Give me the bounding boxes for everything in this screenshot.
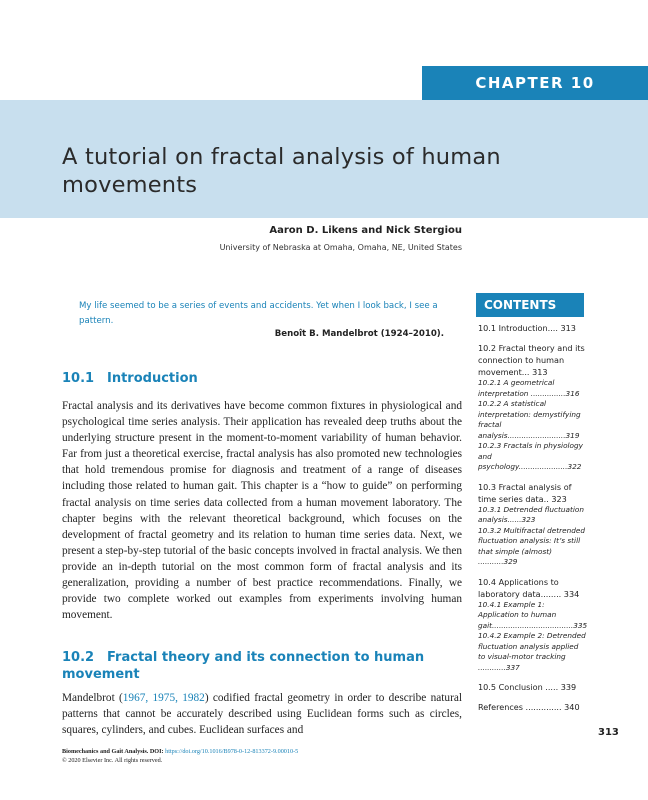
epigraph-text: My life seemed to be a series of events and accidents. Yet when I look back, I see a pattern. [79, 301, 438, 326]
toc-subentry-label: 10.4.2 Example 2: Detrended fluctuation analysis applied to visual-motor tracking ............ [478, 631, 586, 672]
toc-entry-page: 313 [529, 367, 548, 377]
footer-doi-link[interactable]: https://doi.org/10.1016/B978-0-12-813372-9.00010-5 [165, 748, 299, 755]
page-number: 313 [598, 727, 619, 738]
introduction-paragraph: Fractal analysis and its derivatives have become common fixtures in physiological and psychological time series analysis. Their application has revealed deep truths about the underlying structure present in the moment-to-moment variability of human behavior. Far from just a theoretical exercise, fractal analysis has also promoted new technologies that hold tremendous promise for diagnosis and treatment of a range of diseases including those related to human gait. This chapter is a “how to guide” on performing fractal analysis on time series data collected from a human movement laboratory. The chapter begins with the relevant theoretical background, which focuses on the development of fractal geometry and its relation to human time series data. Next, we present a step-by-step tutorial of the basic concepts involved in fractal analysis. We then provide an in-depth tutorial on the most common form of fractal analysis and its generalization, providing a number of best practice recommendations. Finally, we provide two complete worked out examples from experiments involving human movement. [62, 400, 462, 622]
toc-entry-label: 10.3 Fractal analysis of time series data.. [478, 481, 572, 504]
body-text-rest: ) codified fractal geometry in order to describe natural patterns that cannot be accurately described using Euclidean forms such as circles, squares, cylinders, and cubes. Euclidean surfaces and [62, 692, 462, 737]
footer [62, 747, 298, 765]
toc-subentry[interactable] [478, 378, 586, 399]
toc-entry[interactable] [478, 681, 586, 693]
body-text-start: Mandelbrot ( [62, 692, 123, 704]
toc-spacer [478, 673, 586, 681]
toc-subentry-page: 329 [503, 557, 518, 566]
section-title: Introduction [107, 371, 198, 386]
toc-entry[interactable] [478, 576, 586, 600]
toc-spacer [478, 693, 586, 701]
authors: Aaron D. Likens and Nick Stergiou [269, 225, 462, 236]
toc-subentry-label: 10.3.2 Multifractal detrended fluctuation analysis: It’s still that simple (almost) ........... [478, 525, 585, 566]
chapter-label: CHAPTER 10 [422, 66, 648, 100]
toc-entry[interactable] [478, 701, 586, 713]
section-title: Fractal theory and its connection to human movement [62, 650, 425, 682]
toc-subentry-label: 10.2.2 A statistical interpretation: demystifying fractal analysis......................... [478, 399, 581, 440]
toc-subentry[interactable] [478, 526, 586, 568]
toc-entry-label: References .............. [478, 702, 562, 712]
toc-subentry-page: 323 [521, 515, 536, 524]
footer-copyright: © 2020 Elsevier Inc. All rights reserved. [62, 757, 163, 764]
fractal-theory-body [62, 690, 462, 738]
toc-entry-page: 339 [558, 682, 577, 692]
section-number: 10.2 [62, 650, 95, 665]
epigraph-author: Benoît B. Mandelbrot (1924–2010). [274, 329, 444, 339]
toc-spacer [478, 568, 586, 576]
fractal-theory-paragraph [62, 690, 462, 738]
toc-subentry[interactable] [478, 631, 586, 673]
toc-subentry-label: 10.3.1 Detrended fluctuation analysis...... [478, 504, 584, 524]
affiliation: University of Nebraska at Omaha, Omaha, NE, United States [219, 243, 462, 252]
toc-subentry[interactable] [478, 600, 586, 632]
table-of-contents [478, 322, 586, 713]
toc-subentry-label: 10.4.1 Example 1: Application to human gait................................... [478, 599, 574, 630]
toc-entry-label: 10.4 Applications to laboratory data........ [478, 576, 562, 599]
toc-entry-label: 10.5 Conclusion ..... [478, 682, 559, 692]
footer-book-title: Biomechanics and Gait Analysis. [62, 748, 149, 755]
toc-entry-page: 340 [561, 702, 580, 712]
toc-entry-label: 10.2 Fractal theory and its connection to human movement... [478, 343, 585, 377]
toc-entry-page: 334 [561, 588, 580, 599]
introduction-body [62, 398, 462, 623]
toc-entry[interactable] [478, 342, 586, 378]
toc-subentry-label: 10.2.3 Fractals in physiology and psychology..................... [478, 441, 583, 471]
footer-doi-label: DOI: [149, 748, 164, 755]
toc-subentry[interactable] [478, 441, 586, 473]
toc-subentry-page: 335 [573, 620, 588, 630]
toc-subentry-page: 319 [565, 430, 580, 440]
section-heading-introduction [62, 370, 198, 387]
toc-subentry[interactable] [478, 399, 586, 441]
chapter-title: A tutorial on fractal analysis of human movements [62, 144, 501, 198]
toc-subentry-label: 10.2.1 A geometrical interpretation ............... [478, 378, 566, 398]
section-heading-fractal-theory [62, 649, 462, 683]
section-number: 10.1 [62, 371, 95, 386]
toc-entry-page: 313 [557, 323, 576, 333]
toc-entry-label: 10.1 Introduction.... [478, 323, 558, 333]
toc-subentry[interactable] [478, 505, 586, 526]
toc-entry[interactable] [478, 322, 586, 334]
toc-entry-page: 323 [548, 493, 567, 504]
toc-entry[interactable] [478, 481, 586, 505]
toc-spacer [478, 473, 586, 481]
toc-subentry-page: 337 [505, 662, 520, 672]
toc-spacer [478, 334, 586, 342]
contents-header: CONTENTS [476, 293, 584, 317]
toc-subentry-page: 316 [565, 388, 580, 398]
citation-link[interactable]: 1967, 1975, 1982 [122, 692, 205, 704]
toc-subentry-page: 322 [567, 462, 582, 471]
footer-citation [62, 747, 298, 756]
